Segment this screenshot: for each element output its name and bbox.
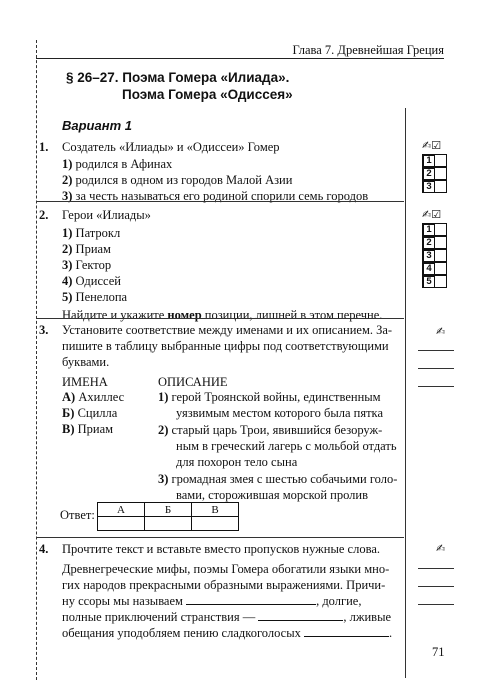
section-title-line2: Поэма Гомера «Одиссея»: [122, 87, 293, 102]
checkmark-pen-icon: ✍☑: [422, 139, 442, 152]
header-rule: [36, 58, 444, 59]
answer-cell[interactable]: [192, 517, 239, 531]
answer-cell[interactable]: [145, 517, 192, 531]
question-separator: [36, 318, 404, 319]
question-number: 1.: [39, 140, 49, 154]
answer-line[interactable]: [418, 386, 454, 387]
answer-cell[interactable]: [98, 517, 145, 531]
option-item: 3) за честь называться его родиной спорили семь городов: [62, 189, 369, 203]
descriptions-list: 1) герой Троянской войны, единственным уязвимым местом которого была пятка 2) старый царь Трои, явившийся безоруж- ным в греческий лагерь с мольбой отдать для похорон тело сына 3) громадная змея с шестью собачьими голо- вами, сторожившая морской пролив: [158, 390, 398, 502]
question-text: Создатель «Илиады» и «Одиссеи» Гомер: [62, 140, 280, 154]
names-list: А) Ахиллес Б) Сцилла В) Приам: [62, 390, 125, 436]
question-separator: [36, 537, 404, 538]
answer-line[interactable]: [418, 568, 454, 569]
question-separator: [36, 201, 404, 202]
option-item: 3) Гектор: [62, 258, 112, 272]
answer-col-header: В: [192, 503, 239, 517]
fill-blank[interactable]: [258, 620, 343, 621]
variant-heading: Вариант 1: [62, 118, 132, 133]
pen-icon: ✍: [436, 325, 446, 338]
names-column-heading: ИМЕНА: [62, 375, 108, 389]
answer-boxes-q2[interactable]: 1 2 3 4 5: [422, 223, 446, 288]
option-item: 1) Патрокл: [62, 226, 121, 240]
answer-boxes-q1[interactable]: 1 2 3: [422, 154, 446, 193]
answer-label: Ответ:: [60, 508, 95, 522]
answer-line[interactable]: [418, 350, 454, 351]
question-instruction: Найдите и укажите номер позиции, лишней в этом перечне.: [62, 308, 383, 322]
option-item: 2) Приам: [62, 242, 111, 256]
option-item: 4) Одиссей: [62, 274, 121, 288]
section-title-line1: § 26–27. Поэма Гомера «Илиада».: [66, 70, 290, 85]
fill-blank[interactable]: [304, 636, 389, 637]
question-4: 4. Прочтите текст и вставьте вместо пропусков нужные слова. Древнегреческие мифы, поэмы Гомера обогатили языки мно- гих народов прекрасными образными выражениями. Причи- ну ссоры мы называем , долгие, полные приключений странствия — , лживые обещания уподобляем пению сладкоголосых .: [39, 542, 393, 640]
pen-icon: ✍: [436, 542, 446, 555]
answer-line[interactable]: [418, 368, 454, 369]
answer-col-header: Б: [145, 503, 192, 517]
answer-line[interactable]: [418, 604, 454, 605]
option-item: 1) родился в Афинах: [62, 157, 173, 171]
left-dashed-margin: [36, 40, 37, 680]
option-item: 5) Пенелопа: [62, 290, 128, 304]
answer-line[interactable]: [418, 586, 454, 587]
question-2: 2. Герои «Илиады» 1) Патрокл 2) Приам 3) Гектор 4) Одиссей 5) Пенелопа Найдите и укажите номер позиции, лишней в этом перечне.: [39, 208, 409, 323]
page-number: 71: [432, 645, 445, 659]
question-1: [39, 140, 399, 205]
answer-col-header: А: [98, 503, 145, 517]
question-3: 3. Установите соответствие между именами и их описанием. За- пишите в таблицу выбранные цифры под соответствующими буквами.: [39, 323, 393, 369]
answer-column-rule: [405, 108, 406, 678]
option-item: 2) родился в одном из городов Малой Азии: [62, 173, 293, 187]
fill-blank[interactable]: [186, 604, 316, 605]
answer-table[interactable]: [97, 502, 239, 531]
checkmark-pen-icon: ✍☑: [422, 208, 442, 221]
chapter-header: Глава 7. Древнейшая Греция: [292, 43, 444, 57]
description-column-heading: ОПИСАНИЕ: [158, 375, 228, 389]
